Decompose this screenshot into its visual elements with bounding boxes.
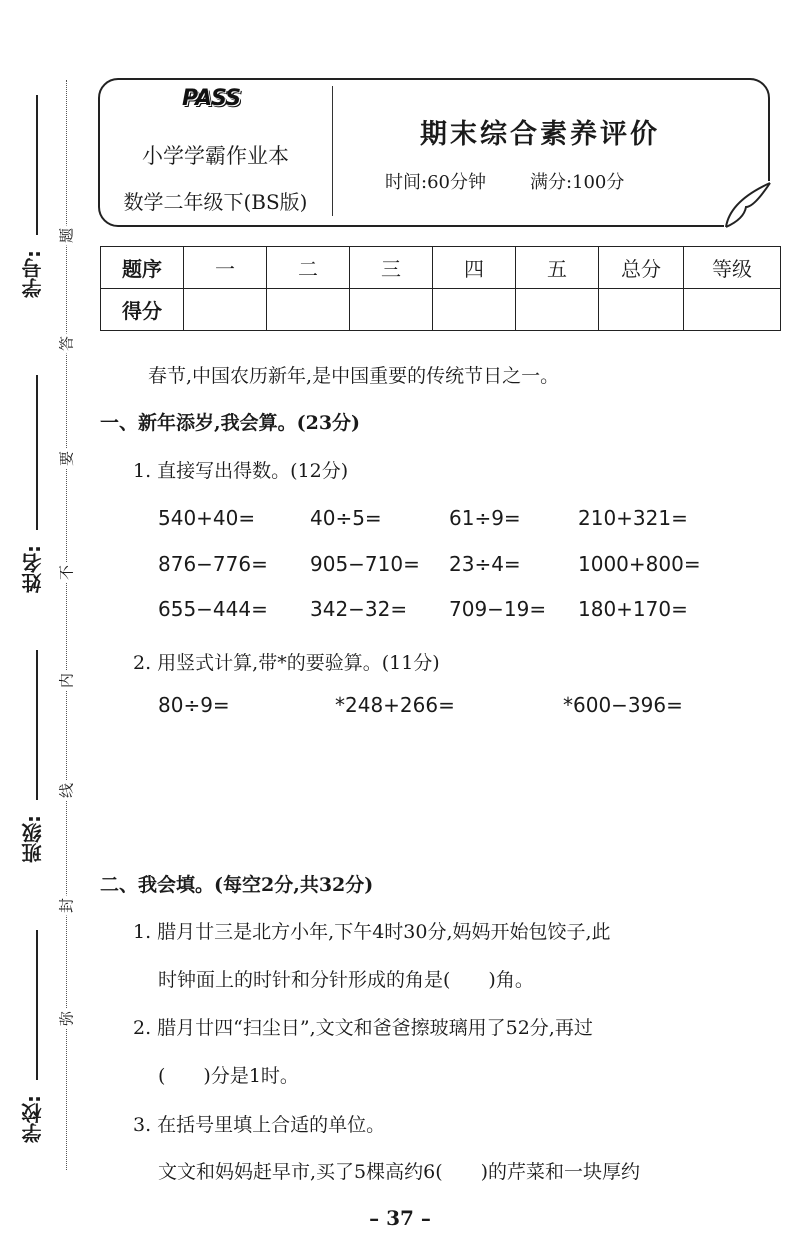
intro-text: 春节,中国农历新年,是中国重要的传统节日之一。 [148,365,560,387]
seal-char: 弥 [56,1009,77,1029]
table-cell: 总分 [599,247,684,289]
class-blank-line [36,650,38,800]
class-label: 班级: [21,815,45,863]
score-cell[interactable] [184,289,267,331]
name-label: 姓名: [21,545,45,593]
table-cell: 等级 [684,247,781,289]
school-blank-line [36,930,38,1080]
problem: 876−776= [158,552,268,576]
section2-title: 二、我会填。(每空2分,共32分) [100,874,374,896]
score-cell[interactable] [433,289,516,331]
school-label: 学校: [21,1095,45,1143]
seal-char: 不 [56,563,77,583]
header-divider [332,86,333,216]
q2-line: 2. 腊月廿四“扫尘日”,文文和爸爸擦玻璃用了52分,再过 [133,1017,593,1039]
score-cell[interactable] [599,289,684,331]
student-id-blank-line [36,95,38,235]
q1-line: 时钟面上的时针和分针形成的角是( )角。 [158,969,534,991]
table-cell: 三 [350,247,433,289]
problem: 40÷5= [310,506,382,530]
problem: 342−32= [310,597,408,621]
score-cell[interactable] [350,289,433,331]
page-number: – 37 – [369,1206,431,1230]
score-table [100,246,781,331]
table-row [101,247,781,289]
score-cell[interactable] [516,289,599,331]
vertical-calc-problem: *248+266= [335,693,455,717]
score-cell[interactable] [267,289,350,331]
exam-title: 期末综合素养评价 [420,119,660,150]
pass-logo: PASS [182,86,241,111]
vertical-calc-problem: *600−396= [563,693,683,717]
exam-meta [385,168,668,194]
q1-title: 1. 直接写出得数。(12分) [133,460,349,482]
exam-time: 时间:60分钟 [385,172,486,193]
seal-char: 线 [56,781,77,801]
seal-char: 封 [56,896,77,916]
problem: 180+170= [578,597,688,621]
vertical-calc-problem: 80÷9= [158,693,230,717]
table-cell: 五 [516,247,599,289]
table-cell: 题序 [101,247,184,289]
seal-char: 题 [56,226,77,246]
table-cell: 四 [433,247,516,289]
table-cell: 一 [184,247,267,289]
exam-full-score: 满分:100分 [529,172,625,193]
brand-title: 小学学霸作业本 [142,144,289,168]
section1-title: 一、新年添岁,我会算。(23分) [100,412,361,434]
problem: 1000+800= [578,552,701,576]
problem: 210+321= [578,506,688,530]
table-cell: 得分 [101,289,184,331]
problem: 23÷4= [449,552,521,576]
student-id-label: 学号: [21,250,45,298]
table-row [101,289,781,331]
problem: 540+40= [158,506,256,530]
score-cell[interactable] [684,289,781,331]
page-curl-decoration [724,181,770,227]
q3-line: 文文和妈妈赶早市,买了5棵高约6( )的芹菜和一块厚约 [158,1161,641,1183]
seal-char: 要 [56,449,77,469]
q2-title: 2. 用竖式计算,带*的要验算。(11分) [133,652,440,674]
q1-line: 1. 腊月廿三是北方小年,下午4时30分,妈妈开始包饺子,此 [133,921,611,943]
brand-subtitle: 数学二年级下(BS版) [123,190,308,214]
problem: 61÷9= [449,506,521,530]
problem: 905−710= [310,552,420,576]
table-cell: 二 [267,247,350,289]
problem: 709−19= [449,597,547,621]
q3-title: 3. 在括号里填上合适的单位。 [133,1114,386,1136]
seal-char: 内 [56,671,77,691]
seal-char: 答 [56,334,77,354]
problem: 655−444= [158,597,268,621]
name-blank-line [36,375,38,530]
q2-line: ( )分是1时。 [158,1065,299,1087]
